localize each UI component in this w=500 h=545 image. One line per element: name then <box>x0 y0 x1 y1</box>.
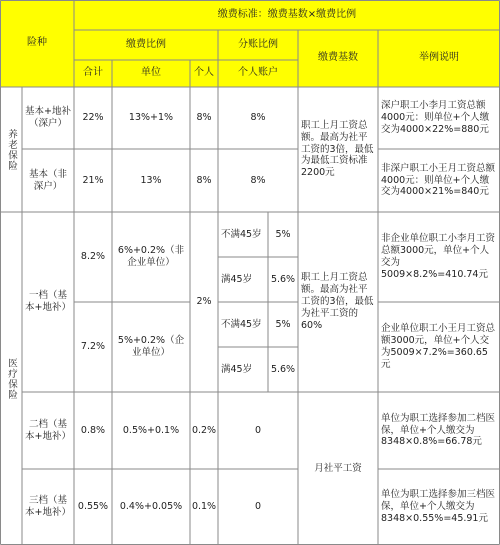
header-total: 合计 <box>74 60 112 87</box>
medical-tier1b-total: 7.2% <box>74 302 112 392</box>
header-individual: 个人 <box>190 60 218 87</box>
pension-row2-name: 基本（非深户） <box>22 149 74 212</box>
medical-tier1a-age-over: 满45岁 <box>218 257 268 302</box>
medical-tier1-base: 职工上月工资总额。最高为社平工资的3倍，最低为社平工资的60% <box>298 212 378 392</box>
pension-row1-total: 22% <box>74 87 112 149</box>
medical-tier2-total: 0.8% <box>74 392 112 469</box>
medical-tier3-individual: 0.1% <box>190 469 218 545</box>
header-example: 举例说明 <box>378 30 500 87</box>
medical-tier1a-age-under: 不满45岁 <box>218 212 268 257</box>
medical-tier1a-account-over: 5.6% <box>268 257 298 302</box>
pension-label: 养老保险 <box>0 87 22 212</box>
medical-tier1b-example: 企业单位职工小王月工资总额3000元，单位+个人交为5009×7.2%=360.65元 <box>378 302 500 392</box>
pension-row1-example: 深户职工小李月工资总额4000元：则单位+个人缴交为4000×22%=880元 <box>378 87 500 149</box>
pension-row2-individual: 8% <box>190 149 218 212</box>
header-standard: 缴费标准：缴费基数×缴费比例 <box>74 0 500 30</box>
medical-tier1a-total: 8.2% <box>74 212 112 302</box>
medical-tier1b-age-over: 满45岁 <box>218 347 268 392</box>
medical-tier3-name: 三档（基本+地补） <box>22 469 74 545</box>
medical-tier2-account: 0 <box>218 392 298 469</box>
header-employer: 单位 <box>112 60 190 87</box>
medical-tier1-individual: 2% <box>190 212 218 392</box>
medical-tier1a-account-under: 5% <box>268 212 298 257</box>
header-individual-account: 个人账户 <box>218 60 298 87</box>
pension-row1-individual: 8% <box>190 87 218 149</box>
medical-label: 医疗保险 <box>0 212 22 545</box>
medical-tier2-employer: 0.5%+0.1% <box>112 392 190 469</box>
header-type: 险种 <box>0 0 74 87</box>
medical-tier1a-example: 非企业单位职工小李月工资总额3000元，单位+个人交为5009×8.2%=410.74元 <box>378 212 500 302</box>
medical-tier1b-employer: 5%+0.2%（企业单位） <box>112 302 190 392</box>
pension-row1-employer: 13%+1% <box>112 87 190 149</box>
medical-tier3-employer: 0.4%+0.05% <box>112 469 190 545</box>
pension-row2-account: 8% <box>218 149 298 212</box>
medical-tier1b-age-under: 不满45岁 <box>218 302 268 347</box>
medical-tier3-example: 单位为职工选择参加三档医保，单位+个人缴交为8348×0.55%=45.91元 <box>378 469 500 545</box>
medical-tier3-account: 0 <box>218 469 298 545</box>
header-ratio: 缴费比例 <box>74 30 218 60</box>
medical-tier1b-account-under: 5% <box>268 302 298 347</box>
pension-base: 职工上月工资总额。最高为社平工资的3倍，最低为最低工资标准2200元 <box>298 87 378 212</box>
medical-tier1b-account-over: 5.6% <box>268 347 298 392</box>
medical-base-low: 月社平工资 <box>298 392 378 545</box>
header-base: 缴费基数 <box>298 30 378 87</box>
medical-tier2-example: 单位为职工选择参加二档医保，单位+个人缴交为8348×0.8%=66.78元 <box>378 392 500 469</box>
header-split: 分账比例 <box>218 30 298 60</box>
pension-row1-name: 基本+地补（深户） <box>22 87 74 149</box>
medical-tier2-individual: 0.2% <box>190 392 218 469</box>
medical-tier1-name: 一档（基本+地补） <box>22 212 74 392</box>
pension-row2-total: 21% <box>74 149 112 212</box>
pension-row2-employer: 13% <box>112 149 190 212</box>
medical-tier3-total: 0.55% <box>74 469 112 545</box>
medical-tier2-name: 二档（基本+地补） <box>22 392 74 469</box>
medical-tier1a-employer: 6%+0.2%（非企业单位） <box>112 212 190 302</box>
pension-row1-account: 8% <box>218 87 298 149</box>
pension-row2-example: 非深户职工小王月工资总额4000元：则单位+个人缴交为4000×21%=840元 <box>378 149 500 212</box>
